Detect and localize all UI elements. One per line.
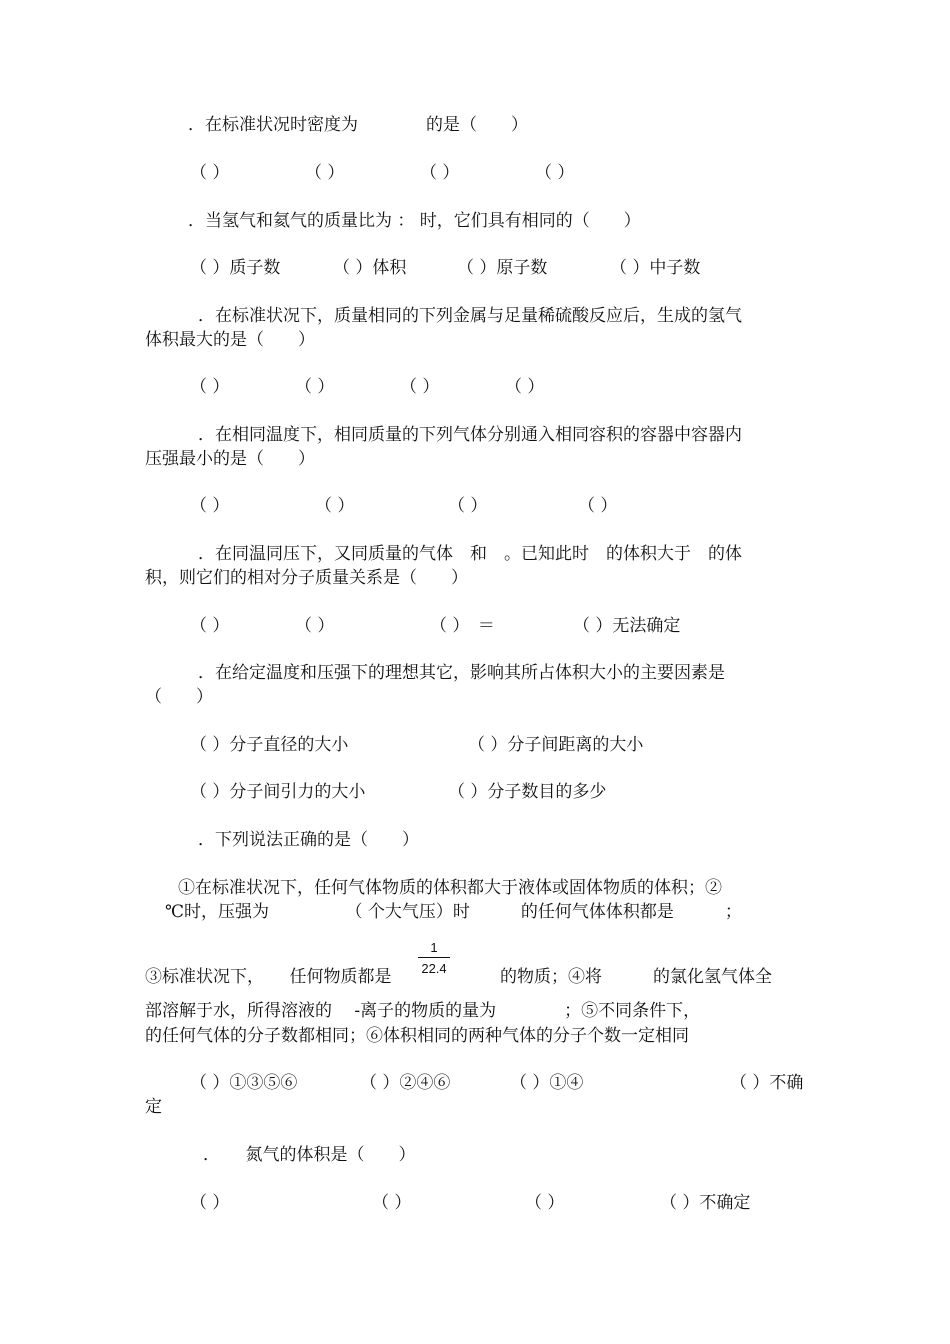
q2-option-c: （ ）原子数 (457, 258, 548, 278)
q8-option-b: （ ） (372, 1193, 412, 1213)
q5-stem-line1: ．在同温同压下，又同质量的气体 和 。已知此时 的体积大于 的体 (198, 544, 742, 564)
q7-option-b: （ ）②④⑥ (360, 1073, 451, 1093)
q8-option-a: （ ） (190, 1193, 230, 1213)
q2-option-a: （ ）质子数 (190, 258, 281, 278)
q6-option-b: （ ）分子间距离的大小 (468, 735, 644, 755)
q3-option-b: （ ） (295, 377, 335, 397)
q4-option-c: （ ） (448, 496, 488, 516)
q7-option-d: （ ）不确 (730, 1073, 804, 1093)
q8-stem: ． 氮气的体积是（ ） (203, 1145, 416, 1165)
q5-option-b: （ ） (295, 616, 335, 636)
q7-body-line3a: ③标准状况下， 任何物质都是 (145, 967, 392, 987)
q5-option-c: （ ） ＝ (430, 616, 495, 636)
q3-option-d: （ ） (505, 377, 545, 397)
q7-body-line1: ①在标准状况下，任何气体物质的体积都大于液体或固体物质的体积；② (178, 878, 722, 898)
fraction-numerator: 1 (430, 940, 438, 955)
q3-option-c: （ ） (400, 377, 440, 397)
q3-option-a: （ ） (190, 377, 230, 397)
q4-stem-line2: 压强最小的是（ ） (145, 449, 315, 469)
q4-option-b: （ ） (315, 496, 355, 516)
q7-option-c: （ ）①④ (510, 1073, 584, 1093)
q7-body-line2: ℃时，压强为 （ 个大气压）时 的任何气体体积都是 ； (165, 902, 742, 922)
q7-body-line3b: 的物质；④将 的氯化氢气体全 (500, 967, 772, 987)
fraction-denominator: 22.4 (421, 961, 447, 976)
q3-stem-line1: ．在标准状况下，质量相同的下列金属与足量稀硫酸反应后，生成的氢气 (198, 306, 742, 326)
fraction-bar (418, 957, 450, 958)
q5-option-d: （ ）无法确定 (573, 616, 681, 636)
q6-stem-line1: ．在给定温度和压强下的理想其它，影响其所占体积大小的主要因素是 (198, 663, 725, 683)
q6-option-a: （ ）分子直径的大小 (190, 735, 349, 755)
q2-option-b: （ ）体积 (333, 258, 407, 278)
q7-option-d-wrap: 定 (145, 1097, 162, 1117)
q1-option-c: （ ） (420, 163, 460, 183)
q2-stem: ．当氢气和氦气的质量比为 ： 时，它们具有相同的（ ） (188, 211, 641, 231)
q5-stem-line2: 积，则它们的相对分子质量关系是（ ） (145, 568, 468, 588)
q7-option-a: （ ）①③⑤⑥ (190, 1073, 298, 1093)
q5-option-a: （ ） (190, 616, 230, 636)
q7-body-line5: 的任何气体的分子数都相同；⑥体积相同的两种气体的分子个数一定相同 (145, 1026, 689, 1046)
q2-option-d: （ ）中子数 (610, 258, 701, 278)
q6-stem-line2: （ ） (145, 687, 213, 707)
q1-option-d: （ ） (535, 163, 575, 183)
q8-option-d: （ ）不确定 (660, 1193, 751, 1213)
q4-stem-line1: ．在相同温度下，相同质量的下列气体分别通入相同容积的容器中容器内 (198, 425, 742, 445)
q8-option-c: （ ） (525, 1193, 565, 1213)
q1-option-a: （ ） (190, 163, 230, 183)
q6-option-c: （ ）分子间引力的大小 (190, 782, 366, 802)
q4-option-a: （ ） (190, 496, 230, 516)
q1-stem: ．在标准状况时密度为 的是（ ） (188, 115, 528, 135)
q1-option-b: （ ） (305, 163, 345, 183)
q6-option-d: （ ）分子数目的多少 (448, 782, 607, 802)
q3-stem-line2: 体积最大的是（ ） (145, 330, 315, 350)
q4-option-d: （ ） (578, 496, 618, 516)
q7-stem: ．下列说法正确的是（ ） (198, 830, 419, 850)
q7-body-line4: 部溶解于水，所得溶液的 -离子的物质的量为 ；⑤不同条件下， (145, 1001, 701, 1021)
